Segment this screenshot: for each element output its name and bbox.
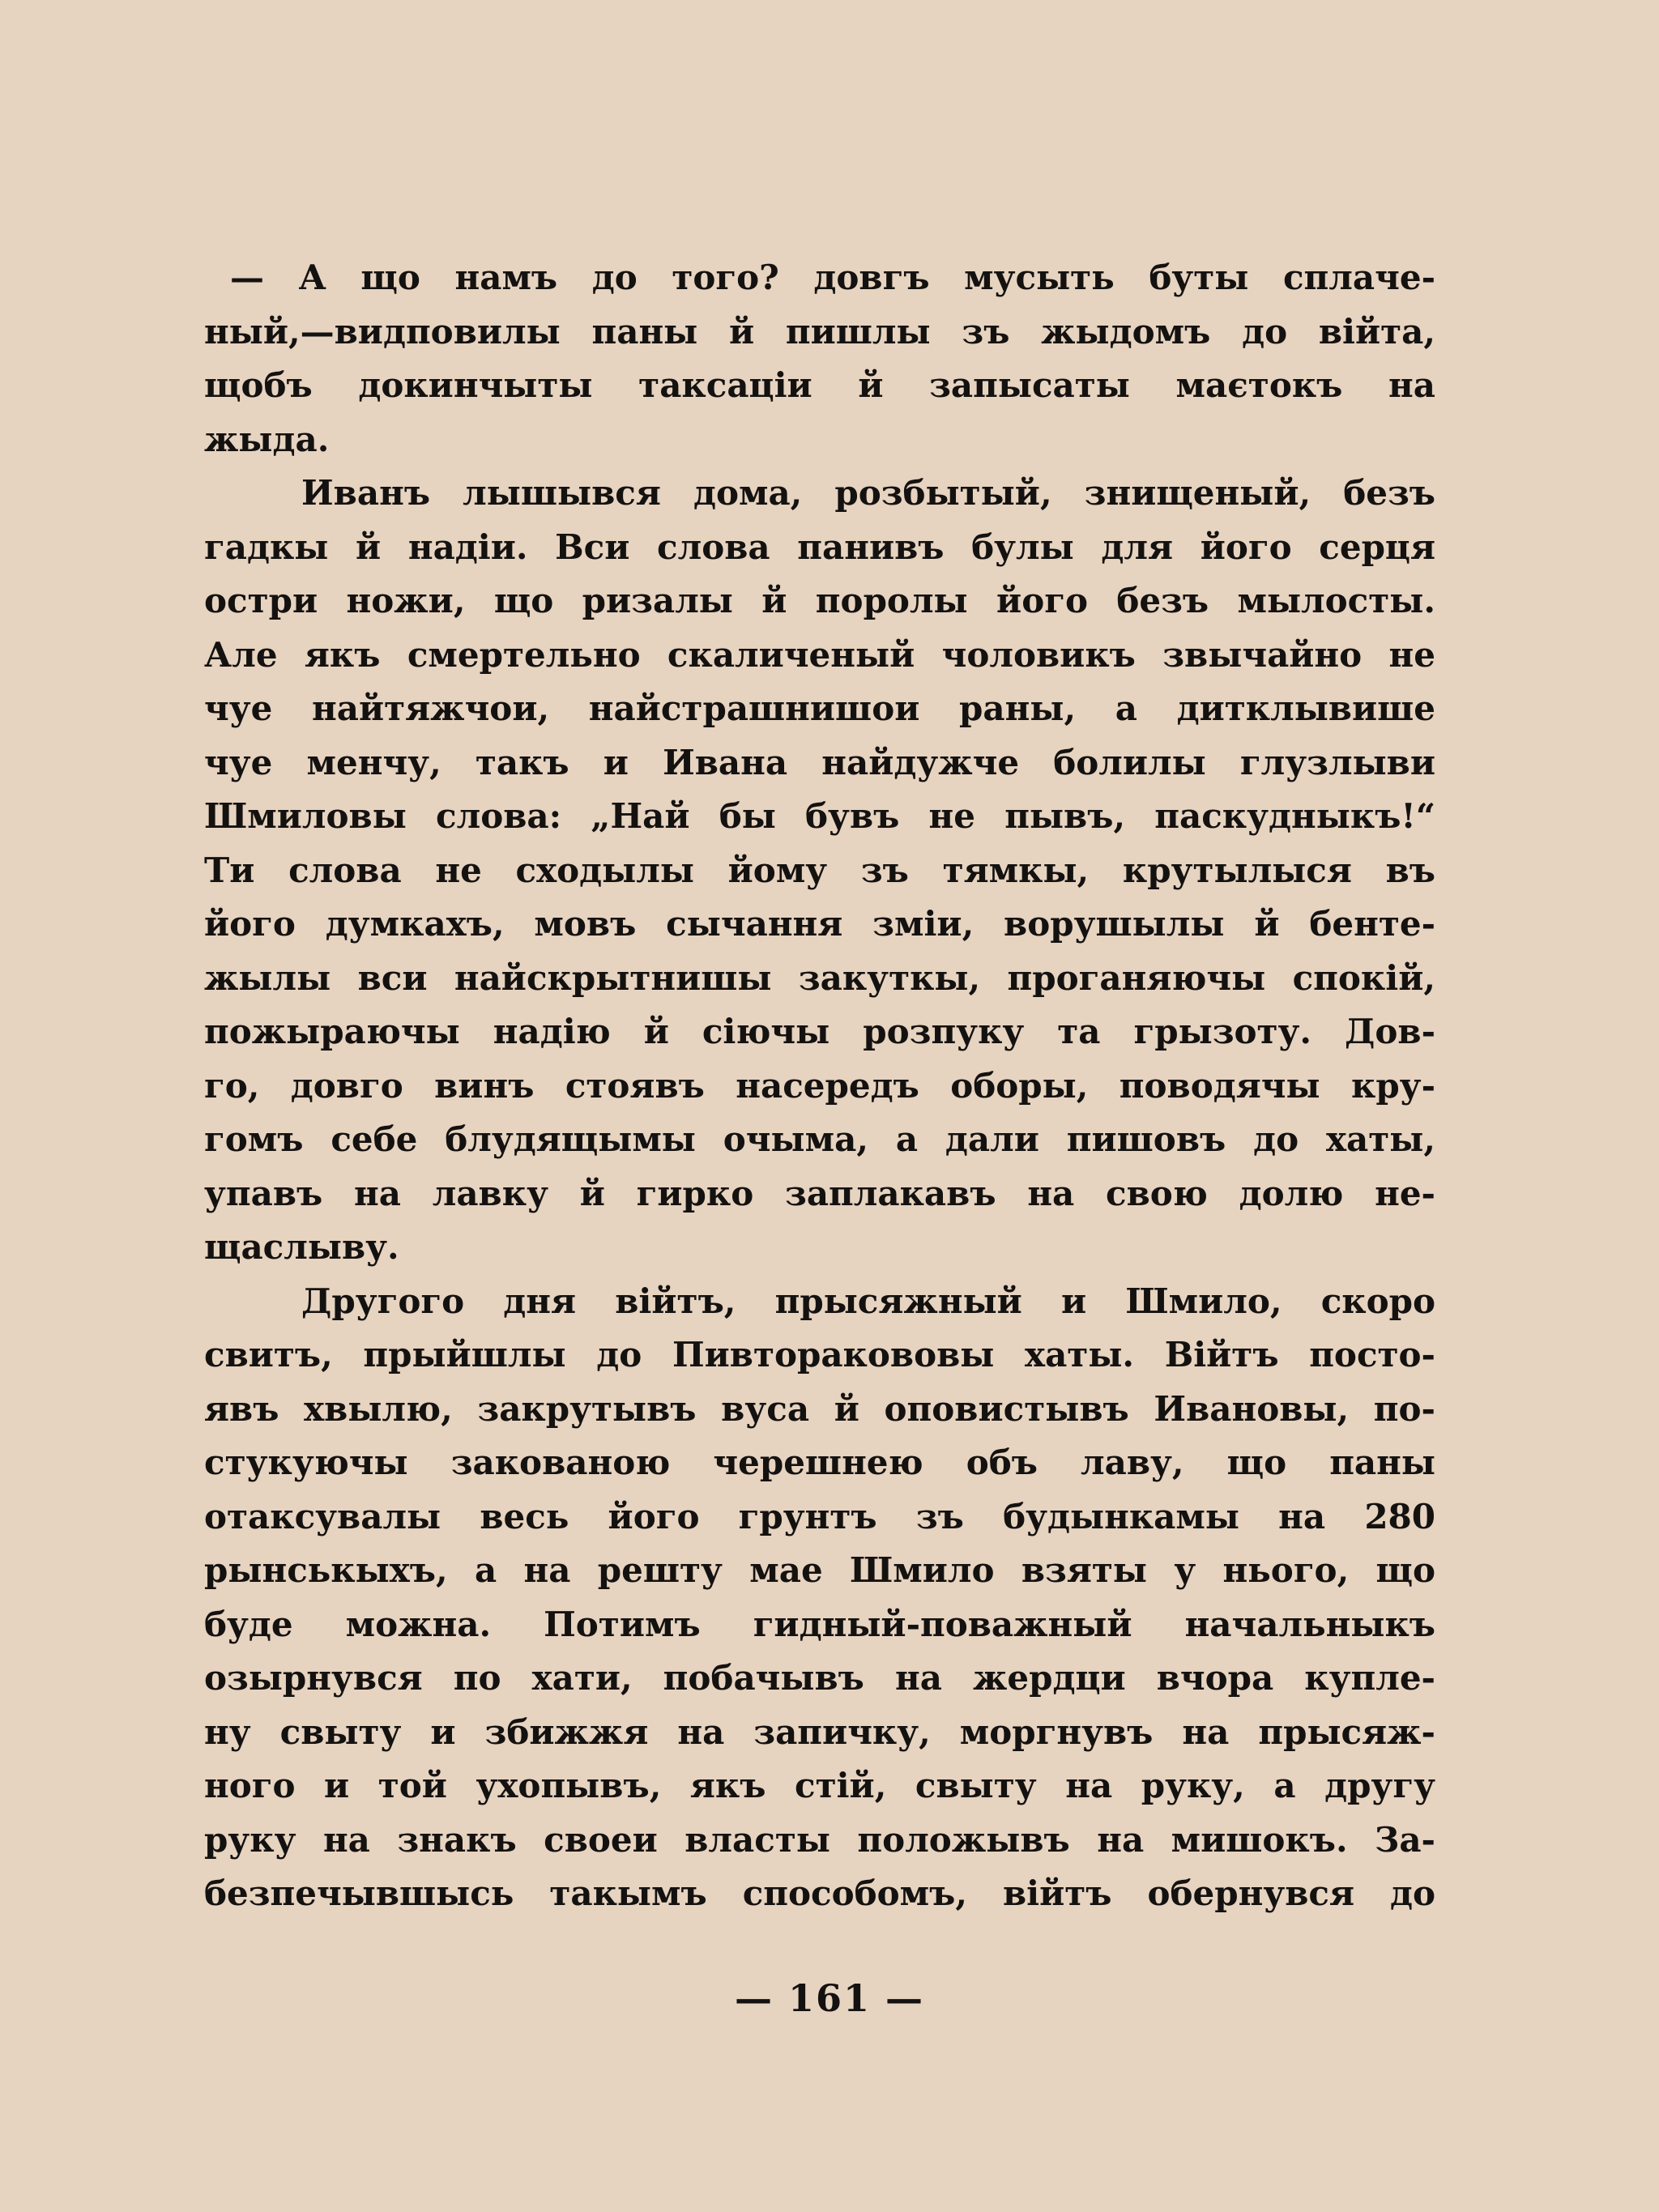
text-line: Ти слова не сходылы йому зъ тямкы, крутылыся въ xyxy=(204,850,1435,890)
text-line: буде можна. Потимъ гидный-поважный начальныкъ xyxy=(204,1604,1435,1644)
text-line: отаксувалы весь його грунтъ зъ будынкамы на 280 xyxy=(204,1496,1435,1536)
paragraph xyxy=(204,1275,1435,1921)
text-line: чуе менчу, такъ и Ивана найдужче болилы глузлыви xyxy=(204,742,1435,782)
text-line: остри ножи, що ризалы й поролы його безъ мылосты. xyxy=(204,581,1435,620)
text-line: пожыраючы надію й сіючы розпуку та грызоту. Дов- xyxy=(204,1012,1435,1051)
text-line: жылы вси найскрытнишы закуткы, проганяючы спокій, xyxy=(204,957,1435,998)
text-line: Шмиловы слова: „Най бы бувъ не пывъ, паскудныкъ!“ xyxy=(204,796,1435,836)
page-number: — 161 — xyxy=(734,1976,925,2020)
body-text xyxy=(204,251,1435,1921)
text-line: ного и той ухопывъ, якъ стій, свыту на руку, а другу xyxy=(204,1766,1435,1805)
text-line: свитъ, прыйшлы до Пивторакововы хаты. Війтъ посто- xyxy=(204,1335,1435,1375)
text-line: безпечывшысь такымъ способомъ, війтъ обернувся до xyxy=(204,1873,1435,1913)
text-line: явъ хвылю, закрутывъ вуса й оповистывъ Ивановы, по- xyxy=(204,1388,1435,1429)
text-line: його думкахъ, мовъ сычання зміи, ворушылы й бенте- xyxy=(204,904,1435,944)
text-line: ну свыту и збижжя на запичку, моргнувъ на прысяж- xyxy=(204,1711,1435,1752)
paragraph xyxy=(204,467,1435,1275)
text-line: стукуючы закованою черешнею объ лаву, що паны xyxy=(204,1443,1435,1482)
text-line: руку на знакъ своеи власты положывъ на мишокъ. За- xyxy=(204,1819,1435,1860)
text-line: рынськыхъ, а на решту мае Шмило взяты у нього, що xyxy=(204,1550,1435,1590)
text-line: упавъ на лавку й гирко заплакавъ на свою долю не- xyxy=(204,1173,1435,1213)
text-line: Але якъ смертельно скаличеный чоловикъ звычайно не xyxy=(204,634,1435,675)
text-line: го, довго винъ стоявъ насередъ оборы, поводячы кру- xyxy=(204,1065,1435,1106)
text-line: чуе найтяжчои, найстрашнишои раны, а дитклывише xyxy=(204,688,1435,728)
text-line: Другого дня війтъ, прысяжный и Шмило, скоро xyxy=(301,1281,1435,1321)
text-line: щаслыву. xyxy=(204,1227,399,1267)
text-line: — А що намъ до того? довгъ мусыть буты сплаче- xyxy=(230,258,1435,297)
text-line: ный,—видповилы паны й пишлы зъ жыдомъ до війта, xyxy=(204,311,1435,352)
text-line: щобъ докинчыты таксаціи й запысаты маєтокъ на xyxy=(204,365,1435,405)
text-line: гадкы й надіи. Вси слова панивъ булы для його серця xyxy=(204,526,1435,567)
text-line: озырнувся по хати, побачывъ на жердци вчора купле- xyxy=(204,1658,1435,1698)
text-line: жыда. xyxy=(204,419,330,459)
text-line: гомъ себе блудящымы очыма, а дали пишовъ до хаты, xyxy=(204,1119,1435,1159)
paragraph xyxy=(204,251,1435,467)
text-line: Иванъ лышывся дома, розбытый, знищеный, безъ xyxy=(301,473,1435,513)
